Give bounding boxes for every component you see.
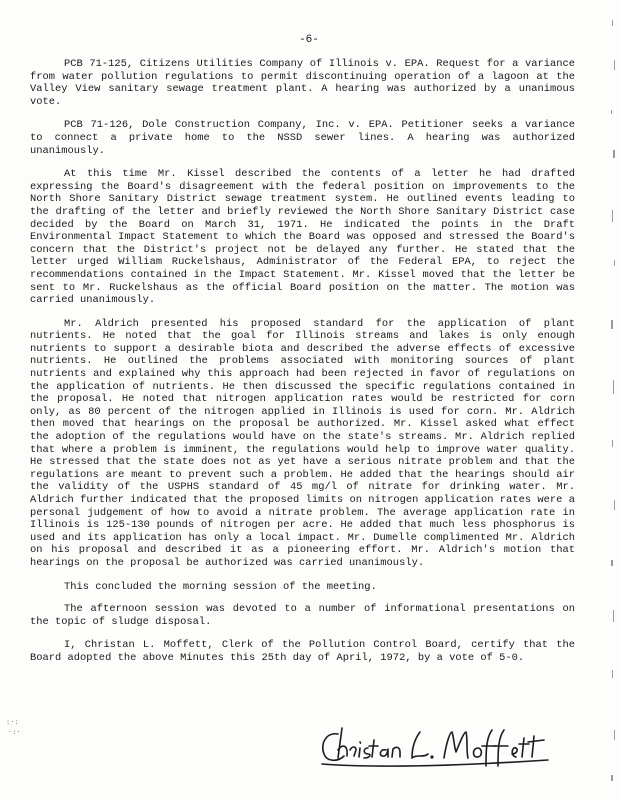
paragraph-morning-session: This concluded the morning session of the meeting. — [64, 580, 377, 593]
scan-speck: ·:· — [8, 728, 21, 736]
scan-speck: :·: — [6, 718, 19, 726]
paragraph-afternoon-session: The afternoon session was devoted to a number of informational presentations on the topic of sludge disposal. — [30, 603, 575, 628]
page-number: -6- — [299, 34, 319, 46]
paragraph-pcb-71-125: PCB 71-125, Citizens Utilities Company of Illinois v. EPA. Request for a variance from water pollution regulations to permit discontinuing operation of a lagoon at the Valley View sanitary sewage treatment plant. A hearing was authorized by a unanimous vote. — [30, 58, 575, 108]
paragraph-clerk-certification: I, Christan L. Moffett, Clerk of the Pollution Control Board, certify that the Board adopted the above Minutes this 25th day of April, 1972, by a vote of 5-0. — [30, 639, 575, 664]
signature — [316, 724, 556, 770]
paragraph-aldrich-nutrients: Mr. Aldrich presented his proposed standard for the application of plant nutrients. He noted that the goal for Illinois streams and lakes is only enough nutrients to support a desirable biota and described the adverse effects of excessive nutrients. He outlined the problems associated with monitoring sources of plant nutrients and explained why this approach had been rejected in favor of regulations on the application of nutrients. He then discussed the specific regulations contained in the proposal. He noted that nitrogen application rates would be restricted for corn only, as 80 percent of the nitrogen applied in Illinois is used for corn. Mr. Aldrich then moved that hearings on the proposal be authorized. Mr. Kissel asked what effect the adoption of the regulations would have on the state's streams. Mr. Aldrich replied that where a problem is imminent, the regulations would help to improve water quality. He stressed that the state does not as yet have a serious nitrate problem and that the regulations are meant to prevent such a problem. He added that the hearings should air the validity of the USPHS standard of 45 mg/l of nitrate for drinking water. Mr. Aldrich further indicated that the proposed limits on nitrogen application rates were a personal judgement of how to avoid a nitrate problem. The average application rate in Illinois is 125-130 pounds of nitrogen per acre. He added that much less phosphorus is used and its application has only a local impact. Mr. Dumelle complimented Mr. Aldrich on his proposal and described it as a pioneering effort. Mr. Aldrich's motion that hearings on the proposal be authorized was carried unanimously. — [30, 317, 575, 569]
minutes-body — [30, 58, 575, 676]
paragraph-kissel-letter: At this time Mr. Kissel described the contents of a letter he had drafted expressing the Board's disagreement with the federal position on improvements to the North Shore Sanitary District sewage treatment system. He outlined events leading to the drafting of the letter and briefly reviewed the North Shore Sanitary District case decided by the Board on March 31, 1971. He indicated the points in the Draft Environmental Impact Statement to which the Board was opposed and stressed the Board's concern that the District's project not be delayed any further. He stated that the letter urged William Ruckelshaus, Administrator of the Federal EPA, to reject the recommendations contained in the Impact Statement. Mr. Kissel moved that the letter be sent to Mr. Ruckelshaus as the official Board position on the matter. The motion was carried unanimously. — [30, 168, 575, 307]
paragraph-pcb-71-126: PCB 71-126, Dole Construction Company, Inc. v. EPA. Petitioner seeks a variance to connect a private home to the NSSD sewer lines. A hearing was authorized unanimously. — [30, 119, 575, 157]
scan-edge-noise — [600, 0, 618, 800]
